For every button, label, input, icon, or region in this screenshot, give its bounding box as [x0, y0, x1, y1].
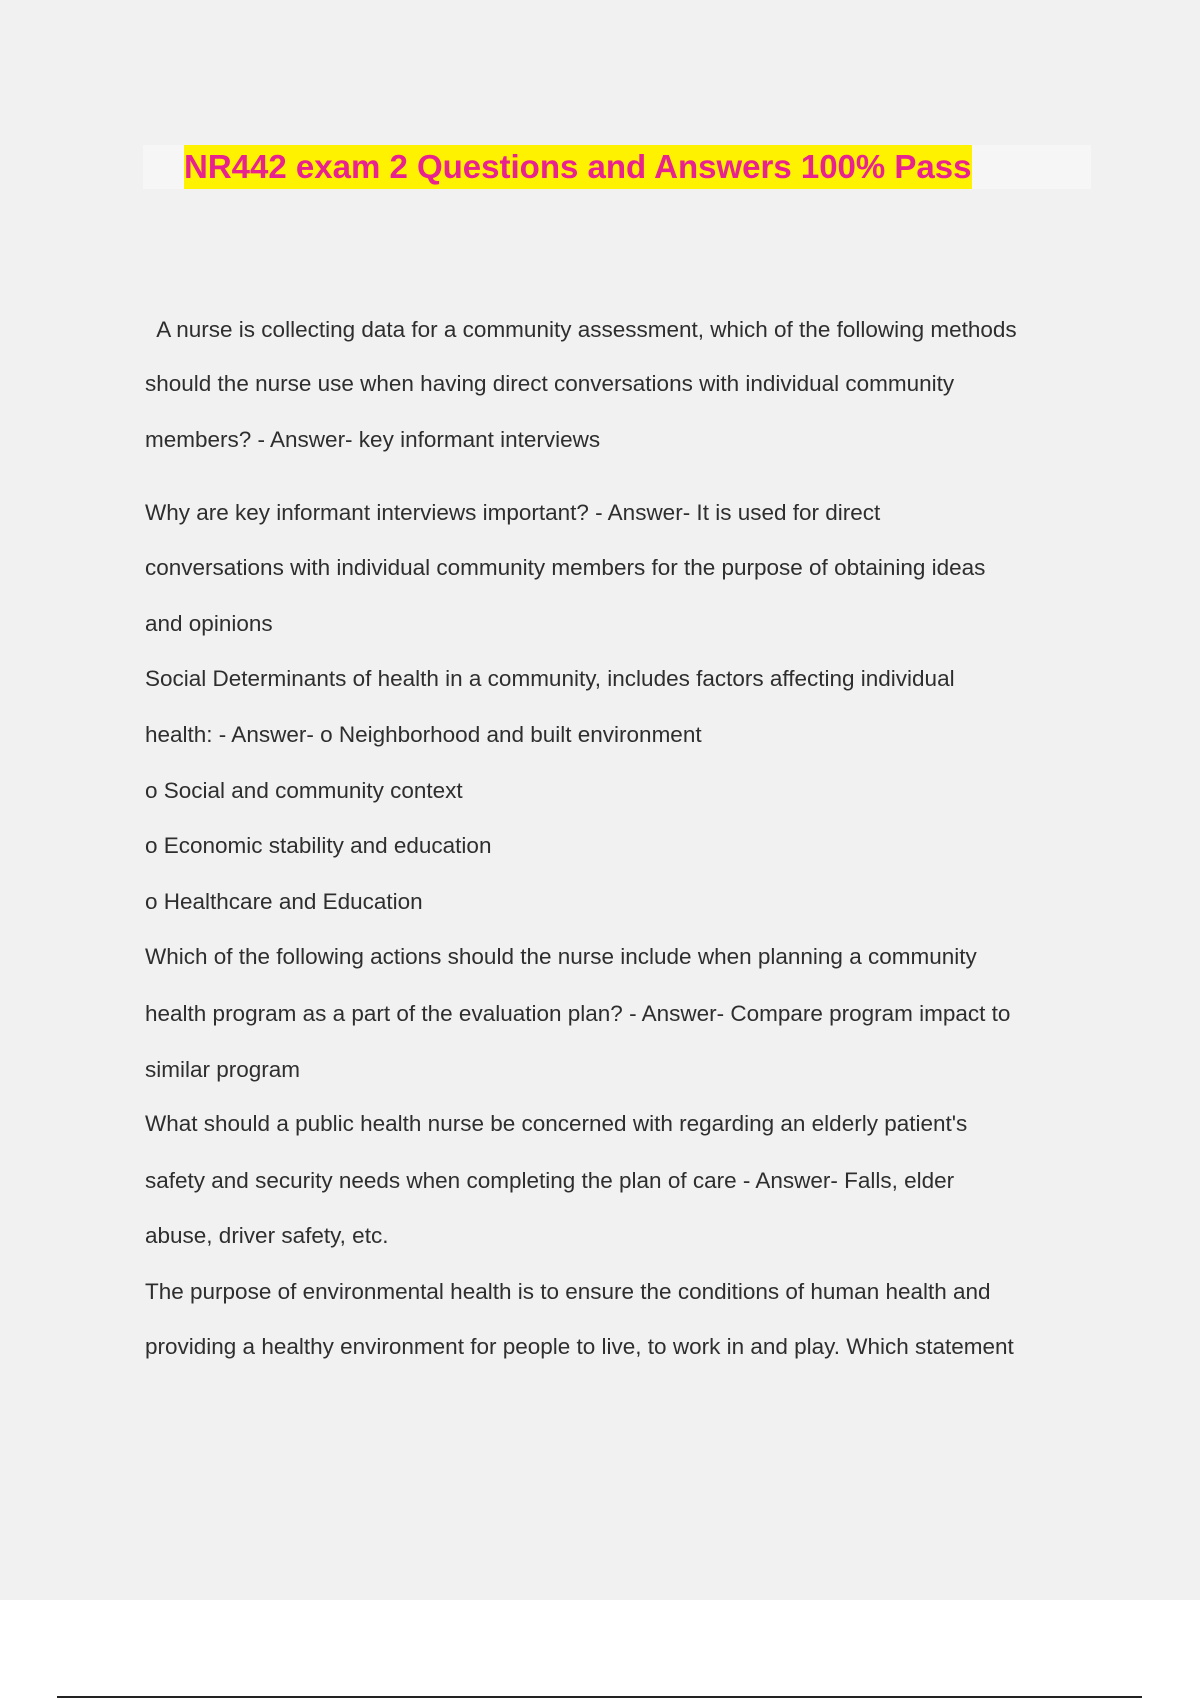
text-line: The purpose of environmental health is to ensure the conditions of human health and	[145, 1279, 991, 1304]
text-line: A nurse is collecting data for a community assessment, which of the following methods	[145, 317, 1017, 342]
text-line: health program as a part of the evaluation plan? - Answer- Compare program impact to	[145, 1001, 1011, 1026]
text-line: and opinions	[145, 611, 273, 636]
list-item: o Social and community context	[145, 778, 463, 803]
text-line: Why are key informant interviews important? - Answer- It is used for direct	[145, 500, 881, 525]
list-item: o Healthcare and Education	[145, 889, 423, 914]
text-line: should the nurse use when having direct conversations with individual community	[145, 371, 955, 396]
text-line: safety and security needs when completing the plan of care - Answer- Falls, elder	[145, 1168, 955, 1193]
text-line: abuse, driver safety, etc.	[145, 1223, 389, 1248]
text-line: providing a healthy environment for people to live, to work in and play. Which statement	[145, 1334, 1014, 1359]
text-line: conversations with individual community members for the purpose of obtaining ideas	[145, 555, 986, 580]
text-line: health: - Answer- o Neighborhood and built environment	[145, 722, 702, 747]
footer-divider	[57, 1696, 1142, 1698]
text-line: Social Determinants of health in a community, includes factors affecting individual	[145, 666, 955, 691]
text-line: What should a public health nurse be concerned with regarding an elderly patient's	[145, 1111, 968, 1136]
list-item: o Economic stability and education	[145, 833, 492, 858]
document-title: NR442 exam 2 Questions and Answers 100% Pass	[184, 145, 972, 189]
text-line: similar program	[145, 1057, 301, 1082]
text-line: members? - Answer- key informant interviews	[145, 427, 601, 452]
text-line: Which of the following actions should the nurse include when planning a community	[145, 944, 977, 969]
